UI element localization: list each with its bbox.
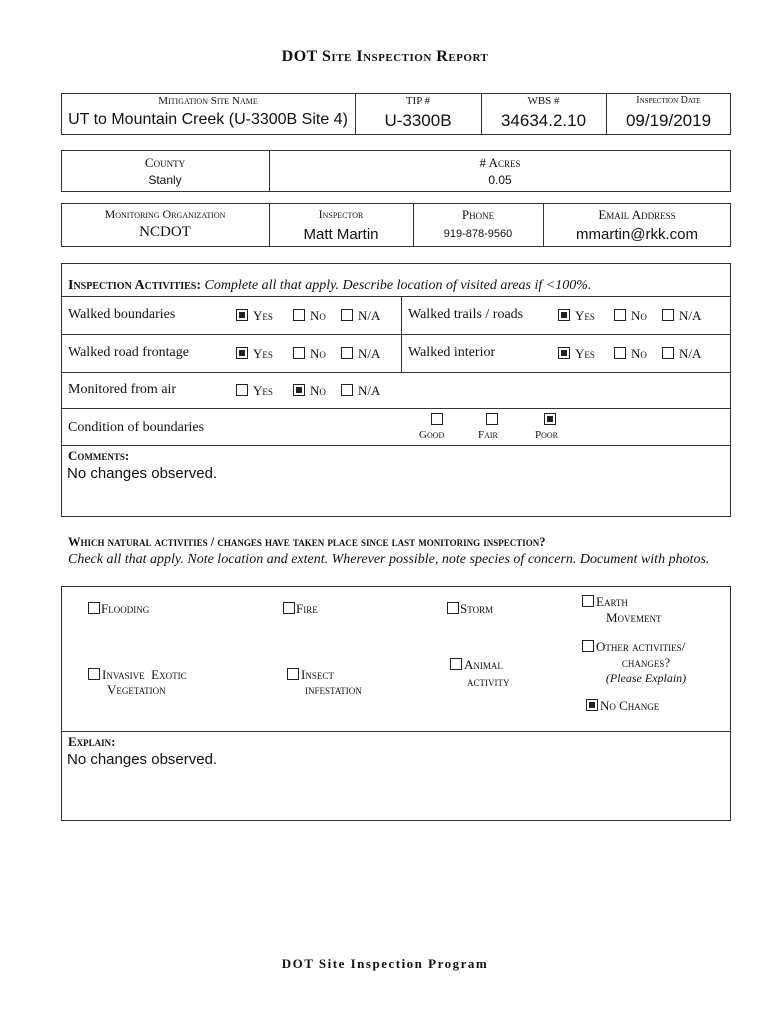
walked-trails-label: Walked trails / roads [408, 307, 524, 322]
other-activities-label-1: Other activities/ [596, 639, 686, 654]
email-label: Email Address [598, 207, 676, 222]
walked-interior-no-checkbox[interactable] [614, 347, 626, 359]
acres-label: # Acres [479, 155, 521, 170]
other-activities-label-3: (Please Explain) [605, 671, 687, 685]
walked-interior-na-checkbox[interactable] [662, 347, 674, 359]
walked-trails-yes-label: Yes [575, 308, 595, 323]
natural-heading: Which natural activities / changes have taken place since last monitoring inspection? [68, 535, 546, 549]
tip-value: U-3300B [384, 111, 452, 130]
insect-infestation-label-1: Insect [301, 667, 334, 682]
walked-boundaries-no-checkbox[interactable] [293, 309, 305, 321]
other-activities-checkbox[interactable] [582, 640, 594, 652]
wbs-value: 34634.2.10 [500, 111, 587, 130]
activities-heading: Inspection Activities: [68, 278, 201, 293]
condition-poor-checkbox[interactable] [544, 413, 556, 425]
earth-movement-label-1: Earth [596, 594, 628, 609]
site-name-value: UT to Mountain Creek (U-3300B Site 4) [68, 111, 348, 128]
site-name-label: Mitigation Site Name [158, 95, 258, 107]
invasive-exotic-label-2: Vegetation [107, 682, 166, 697]
walked-interior-no-label: No [631, 346, 647, 361]
monitored-from-air-yes-label: Yes [253, 383, 273, 398]
fire-checkbox[interactable] [283, 602, 295, 614]
walked-trails-na-checkbox[interactable] [662, 309, 674, 321]
storm-checkbox[interactable] [447, 602, 459, 614]
wbs-label: WBS # [527, 95, 560, 107]
monitored-from-air-na-checkbox[interactable] [341, 384, 353, 396]
walked-road-frontage-no-label: No [310, 346, 326, 361]
invasive-exotic-label-1: Invasive Exotic [102, 667, 187, 682]
insect-infestation-checkbox[interactable] [287, 668, 299, 680]
date-label: Inspection Date [636, 95, 701, 106]
walked-interior-label: Walked interior [408, 345, 496, 360]
fire-label: Fire [296, 601, 318, 616]
walked-boundaries-no-label: No [310, 308, 326, 323]
walked-road-frontage-na-label: N/A [358, 346, 381, 361]
walked-trails-na-label: N/A [679, 308, 702, 323]
condition-label: Condition of boundaries [68, 420, 205, 435]
condition-fair-label: Fair [478, 429, 498, 441]
footer: DOT Site Inspection Program [281, 956, 489, 971]
phone-value: 919-878-9560 [443, 228, 513, 240]
date-value: 09/19/2019 [625, 111, 712, 130]
earth-movement-label-2: Movement [606, 610, 662, 625]
monitored-from-air-no-checkbox[interactable] [293, 384, 305, 396]
walked-interior-na-label: N/A [679, 346, 702, 361]
activities-instructions: Complete all that apply. Describe location of visited areas if <100%. [204, 278, 592, 293]
walked-interior-yes-checkbox[interactable] [558, 347, 570, 359]
walked-trails-no-checkbox[interactable] [614, 309, 626, 321]
activities-heading-line [68, 278, 591, 294]
walked-boundaries-na-label: N/A [358, 308, 381, 323]
comments-text[interactable]: No changes observed. [67, 465, 218, 482]
county-value: Stanly [148, 173, 182, 187]
walked-boundaries-na-checkbox[interactable] [341, 309, 353, 321]
walked-road-frontage-no-checkbox[interactable] [293, 347, 305, 359]
animal-activity-checkbox[interactable] [450, 658, 462, 670]
monitored-from-air-yes-checkbox[interactable] [236, 384, 248, 396]
inspector-value: Matt Martin [303, 226, 379, 243]
walked-trails-yes-checkbox[interactable] [558, 309, 570, 321]
natural-instructions: Check all that apply. Note location and extent. Wherever possible, note species of concern. Document with photos. [68, 552, 710, 567]
email-value: mmartin@rkk.com [576, 226, 698, 243]
explain-label: Explain: [68, 734, 116, 749]
flooding-checkbox[interactable] [88, 602, 100, 614]
walked-road-frontage-yes-checkbox[interactable] [236, 347, 248, 359]
county-label: County [144, 155, 186, 170]
other-activities-label-2: changes? [621, 655, 671, 670]
walked-interior-yes-label: Yes [575, 346, 595, 361]
insect-infestation-label-2: infestation [305, 682, 362, 697]
walked-boundaries-yes-label: Yes [253, 308, 273, 323]
walked-boundaries-label: Walked boundaries [68, 307, 176, 322]
animal-activity-label-1: Animal [464, 657, 503, 672]
org-value: NCDOT [139, 224, 191, 240]
tip-label: TIP # [405, 95, 431, 107]
animal-activity-label-2: activity [467, 674, 510, 689]
monitored-from-air-no-label: No [310, 383, 326, 398]
walked-road-frontage-na-checkbox[interactable] [341, 347, 353, 359]
no-change-checkbox[interactable] [586, 699, 598, 711]
acres-value: 0.05 [488, 173, 512, 187]
org-label: Monitoring Organization [104, 207, 226, 221]
condition-fair-checkbox[interactable] [486, 413, 498, 425]
monitored-from-air-na-label: N/A [358, 383, 381, 398]
walked-boundaries-yes-checkbox[interactable] [236, 309, 248, 321]
flooding-label: Flooding [101, 601, 150, 616]
monitored-from-air-label: Monitored from air [68, 382, 177, 397]
walked-trails-no-label: No [631, 308, 647, 323]
comments-label: Comments: [68, 448, 130, 463]
no-change-label: No Change [600, 698, 660, 713]
condition-poor-label: Poor [535, 429, 559, 441]
inspector-label: Inspector [318, 207, 364, 221]
condition-good-checkbox[interactable] [431, 413, 443, 425]
explain-text[interactable]: No changes observed. [67, 751, 218, 768]
condition-good-label: Good [419, 429, 445, 441]
walked-road-frontage-yes-label: Yes [253, 346, 273, 361]
walked-road-frontage-label: Walked road frontage [68, 345, 189, 360]
page-title: DOT Site Inspection Report [281, 48, 489, 65]
earth-movement-checkbox[interactable] [582, 595, 594, 607]
invasive-exotic-checkbox[interactable] [88, 668, 100, 680]
storm-label: Storm [460, 601, 494, 616]
phone-label: Phone [461, 207, 495, 222]
